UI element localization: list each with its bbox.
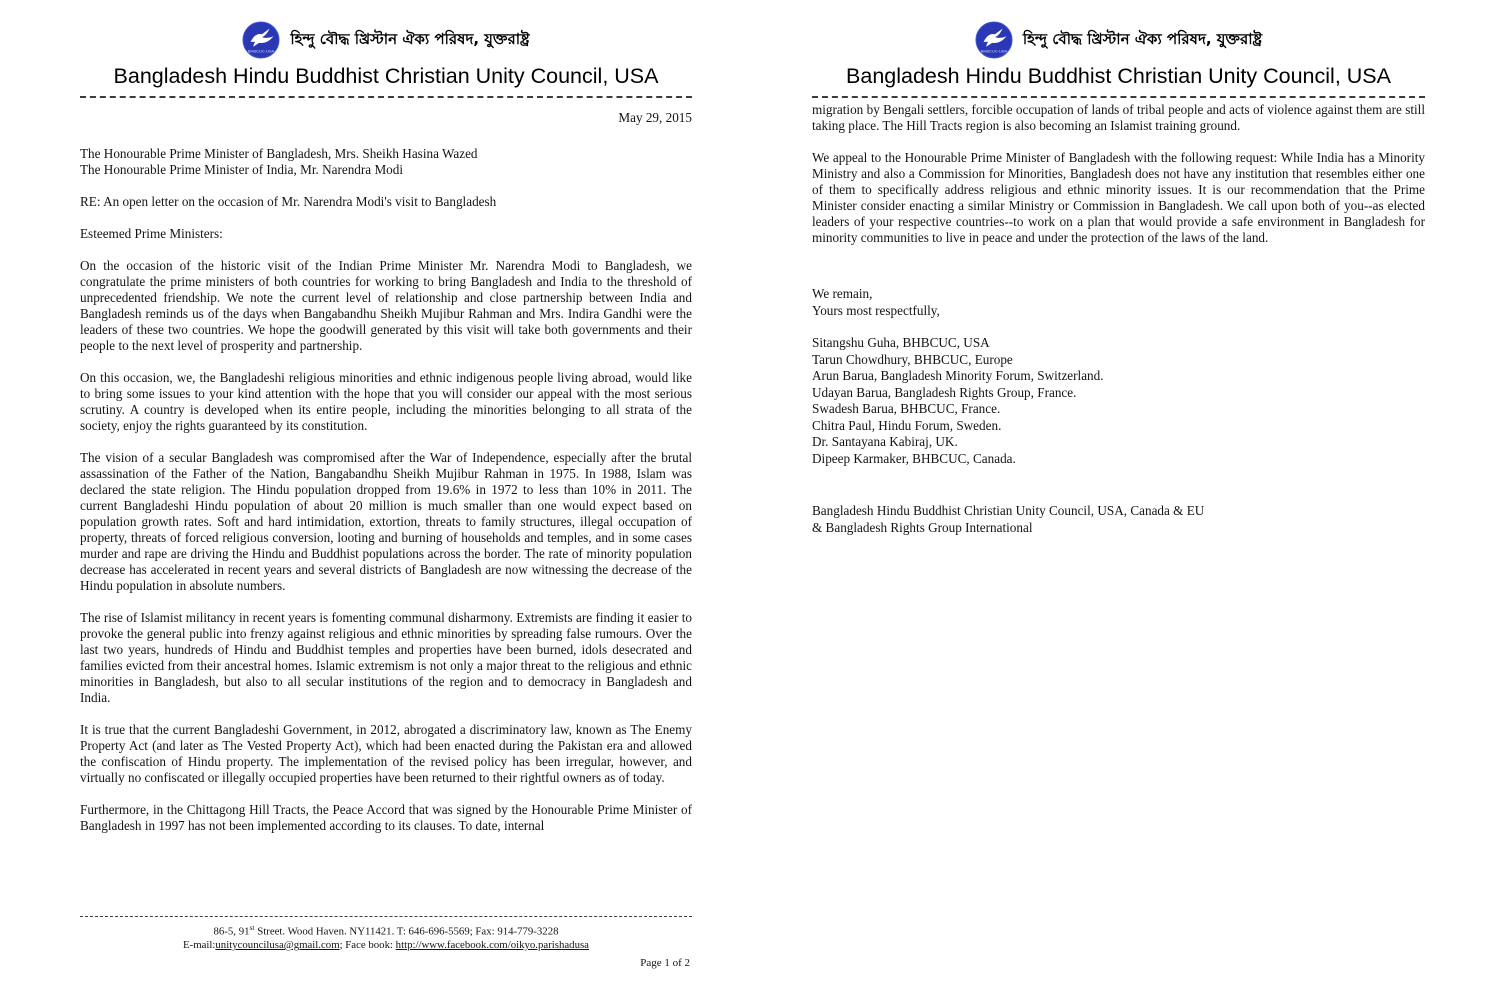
org-logo-row — [812, 20, 1425, 60]
dove-logo-icon — [242, 21, 280, 59]
recipient-line: The Honourable Prime Minister of Bangladesh, Mrs. Sheikh Hasina Wazed — [80, 146, 478, 161]
closing-line: We remain, — [812, 286, 873, 301]
footer-address-sup: st — [249, 923, 255, 932]
email-link[interactable]: unitycouncilusa@gmail.com — [215, 939, 340, 952]
closing-line: Yours most respectfully, — [812, 302, 940, 318]
recipient-line: The Honourable Prime Minister of India, Mr. Narendra Modi — [80, 162, 404, 177]
paragraph: Furthermore, in the Chittagong Hill Tracts, the Peace Accord that was signed by the Honourable Prime Minister of Bangladesh in 1997 has not been implemented according to its clauses. To date, internal — [80, 802, 692, 833]
signature-block — [812, 335, 1425, 467]
org-lines-block — [812, 503, 1425, 536]
footer-address-rest: Street. Wood Haven. NY11421. T: 646-696-5569; Fax: 914-779-3228 — [254, 925, 559, 938]
footer-separator — [80, 916, 692, 917]
signature-line: Dr. Santayana Kabiraj, UK. — [812, 434, 958, 449]
dove-logo-icon — [975, 21, 1013, 59]
recipient-block — [80, 146, 692, 178]
footer-address — [80, 921, 692, 939]
paragraph: The rise of Islamist militancy in recent years is fomenting communal disharmony. Extremists are finding it easier to provoke the general public into frenzy against religious and ethnic minorities by spreading false rumours. Over the last two years, hundreds of Hindu and Buddhist temples and properties have been burned, idols desecrated and families evicted from their ancestral homes. Islamic extremism is not only a major threat to the religious and ethnic minorities in Bangladesh, but also to all secular institutions of the region and to democracy in Bangladesh and India. — [80, 610, 692, 705]
letter-page-1 — [80, 0, 692, 998]
paragraph: The vision of a secular Bangladesh was compromised after the War of Independence, especially after the brutal assassination of the Father of the Nation, Bangabandhu Sheikh Mujibur Rahman in 1975. In 1988, Islam was declared the state religion. The Hindu population dropped from 19.6% in 1972 to less than 10% in 2011. The current Bangladeshi Hindu population of about 20 million is much smaller than one would expect based on population growth rates. Soft and hard intimidation, extortion, threats to family structures, illegal occupation of property, threats of forced religious conversion, looting and burning of households and temples, and in some cases murder and rape are driving the Hindu and Buddhist populations across the border. The rate of minority population decrease has accelerated in recent years and several districts of Bangladesh are now witnessing the decrease of the Hindu population in absolute numbers. — [80, 450, 692, 593]
page1-header — [80, 0, 692, 98]
signature-line: Tarun Chowdhury, BHBCUC, Europe — [812, 351, 1013, 367]
org-title: Bangladesh Hindu Buddhist Christian Unity Council, USA — [846, 64, 1391, 88]
org-line: & Bangladesh Rights Group International — [812, 519, 1033, 535]
paragraph: We appeal to the Honourable Prime Minister of Bangladesh with the following request: While India has a Minority Ministry and also a Commission for Minorities, Bangladesh does not have any institution that resembles either one of them to specifically address religious and ethnic minority issues. It is our recommendation that the Prime Minister consider enacting a similar Ministry or Commission in Bangladesh. We call upon both of you--as elected leaders of your respective countries--to work on a plan that would provide a safe environment in Bangladesh for minority communities to live in peace and under the protection of the laws of the land. — [812, 150, 1425, 245]
paragraph: On the occasion of the historic visit of the Indian Prime Minister Mr. Narendra Modi to Bangladesh, we congratulate the prime ministers of both countries for working to bring Bangladesh and India to the threshold of unprecedented friendship. We note the current level of relationship and close partnership between India and Bangladesh reminds us of the days when Bangabandhu Sheikh Mujibur Rahman and Mrs. Indira Gandhi were the leaders of these two countries. We hope the goodwill generated by this visit will take both governments and their people to the next level of prosperity and partnership. — [80, 258, 692, 353]
org-title: Bangladesh Hindu Buddhist Christian Unity Council, USA — [113, 64, 659, 88]
facebook-label: ; Face book: — [339, 939, 396, 952]
paragraph: migration by Bengali settlers, forcible occupation of lands of tribal people and acts of violence against them are still taking place. The Hill Tracts region is also becoming an Islamist training ground. — [812, 102, 1425, 133]
letter-page-2 — [812, 0, 1425, 998]
email-label: E-mail: — [183, 939, 216, 952]
signature-line: Udayan Barua, Bangladesh Rights Group, France. — [812, 384, 1077, 400]
header-separator — [812, 96, 1425, 98]
org-bengali-title: হিন্দু বৌদ্ধ খ্রিস্টান ঐক্য পরিষদ, যুক্তরাষ্ট্র — [1022, 29, 1263, 48]
page2-header — [812, 0, 1425, 98]
salutation: Esteemed Prime Ministers: — [80, 226, 223, 241]
signature-line: Swadesh Barua, BHBCUC, France. — [812, 401, 1001, 416]
footer-address-text: 86-5, 91 — [213, 925, 250, 938]
signature-line: Arun Barua, Bangladesh Minority Forum, Switzerland. — [812, 368, 1104, 383]
paragraph: On this occasion, we, the Bangladeshi religious minorities and ethnic indigenous people living abroad, would like to bring some issues to your kind attention with the hope that you will consider our appeal with the most serious scrutiny. A country is developed when its entire people, including the minorities belonging to all strata of the society, enjoy the rights guaranteed by its constitution. — [80, 370, 692, 433]
header-separator — [80, 96, 692, 98]
paragraph: It is true that the current Bangladeshi Government, in 2012, abrogated a discriminatory law, known as The Enemy Property Act (and later as The Vested Property Act), which had been enacted during the Pakistan era and allowed the confiscation of Hindu property. The implementation of the revised policy has been irregular, however, and virtually no confiscated or illegally occupied properties have been returned to their rightful owners as of today. — [80, 722, 692, 785]
footer-contact — [80, 939, 692, 953]
closing-block — [812, 286, 1425, 319]
page-number: Page 1 of 2 — [640, 956, 690, 969]
org-bengali-title: হিন্দু বৌদ্ধ খ্রিস্টান ঐক্য পরিষদ, যুক্তরাষ্ট্র — [290, 29, 530, 48]
logo-text: BHBCUC-USA — [980, 48, 1007, 54]
subject-line: RE: An open letter on the occasion of Mr. Narendra Modi's visit to Bangladesh — [80, 194, 497, 209]
org-line: Bangladesh Hindu Buddhist Christian Unity Council, USA, Canada & EU — [812, 503, 1205, 518]
org-logo-row — [80, 20, 692, 60]
signature-line: Sitangshu Guha, BHBCUC, USA — [812, 335, 990, 350]
signature-line: Dipeep Karmaker, BHBCUC, Canada. — [812, 450, 1016, 466]
page1-footer — [80, 916, 692, 969]
date-line: May 29, 2015 — [618, 110, 692, 125]
logo-text: BHBCUC-USA — [248, 48, 275, 54]
facebook-link[interactable]: http://www.facebook.com/oikyo.parishadusa — [395, 939, 589, 952]
signature-line: Chitra Paul, Hindu Forum, Sweden. — [812, 417, 1002, 433]
